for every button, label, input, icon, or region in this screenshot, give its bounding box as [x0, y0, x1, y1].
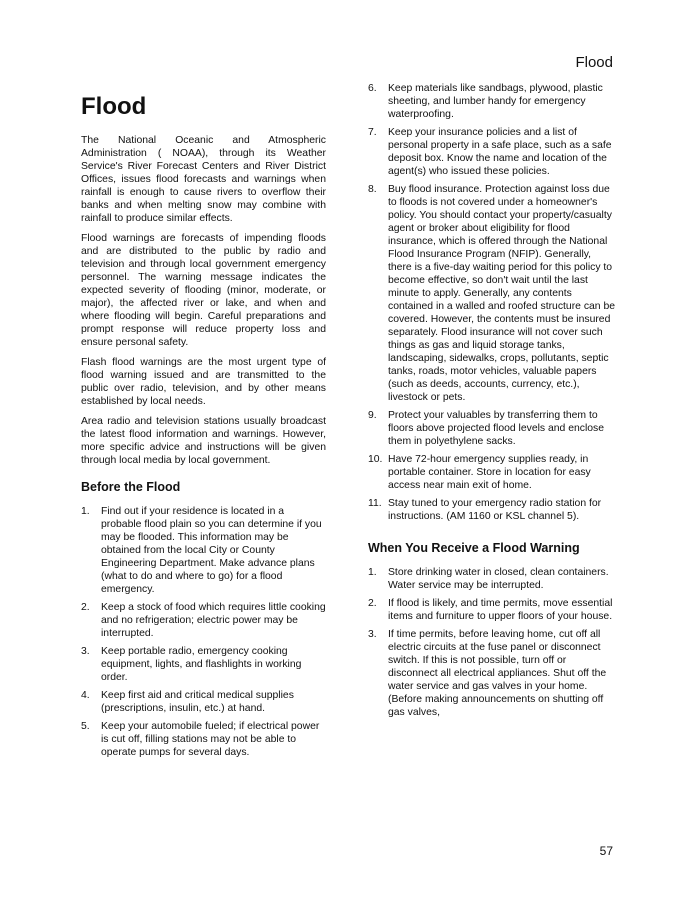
- list-item: [368, 497, 615, 523]
- before-flood-heading: Before the Flood: [81, 480, 181, 494]
- list-item-text: If time permits, before leaving home, cut off all electric circuits at the fuse panel or disconnect switch. If this is not possible, turn off or disconnect all electrical appliances. Shut off the water service and gas valves in your home. (Before making announcements on shutting off gas valves,: [388, 629, 607, 718]
- list-item-number: 10.: [368, 454, 383, 465]
- list-item-text: Have 72-hour emergency supplies ready, in portable container. Store in location for easy access near main exit of home.: [388, 454, 591, 491]
- list-item: [81, 720, 326, 759]
- page-number: 57: [599, 844, 613, 858]
- list-item: [368, 82, 615, 121]
- list-item: [368, 566, 615, 592]
- list-item: [368, 453, 615, 492]
- intro-paragraph: The National Oceanic and Atmospheric Administration ( NOAA), through its Weather Service's River Forecast Centers and River District Offices, issues flood forecasts and warnings when rainfall is enough to cause rivers to overflow their banks and when melting snow may combine with rainfall to produce similar effects.: [81, 135, 326, 224]
- list-item: [81, 601, 326, 640]
- intro-paragraph: Area radio and television stations usually broadcast the latest flood information and warnings. However, more specific advice and instructions will be given through local media by local government.: [81, 416, 326, 466]
- receive-warning-heading: When You Receive a Flood Warning: [368, 541, 580, 555]
- before-flood-list: [81, 505, 326, 759]
- list-item: [81, 645, 326, 684]
- list-item-number: 2.: [368, 598, 377, 609]
- list-item-number: 2.: [81, 602, 90, 613]
- list-item: [368, 409, 615, 448]
- list-item-number: 11.: [368, 498, 382, 509]
- list-item: [368, 628, 615, 719]
- list-item: [81, 689, 326, 715]
- intro-paragraph: Flash flood warnings are the most urgent type of flood warning issued and are transmitted to the public over radio, television, and by other means established by local needs.: [81, 357, 326, 407]
- list-item-text: If flood is likely, and time permits, move essential items and furniture to upper floors of your house.: [388, 598, 613, 622]
- list-item: [368, 183, 615, 404]
- list-item-number: 6.: [368, 83, 377, 94]
- list-item-text: Buy flood insurance. Protection against loss due to floods is not covered under a homeowner's policy. You should contact your property/casualty agent or broker about eligibility for flood insurance, which is offered through the National Flood Insurance Program (NFIP). Generally, there is a five-day waiting period for this policy to become effective, so don't wait until the last minute to apply. Generally, any contents contained in a walled and roofed structure can be covered. However, the contents must be insured separately. Flood insurance will not cover such things as gas and liquid storage tanks, landscaping, sidewalks, crops, pollutants, septic tanks, roads, motor vehicles, valuable papers (such as deeds, accounts, currency, etc.), livestock or pets.: [388, 184, 616, 403]
- receive-warning-list: [368, 566, 615, 719]
- list-item: [81, 505, 326, 596]
- list-item-number: 3.: [81, 646, 90, 657]
- list-item-number: 4.: [81, 690, 90, 701]
- list-item-number: 9.: [368, 410, 377, 421]
- intro-paragraph: Flood warnings are forecasts of impending floods and are distributed to the public by radio and television and through local government emergency personnel. The warning message indicates the expected severity of flooding (minor, moderate, or major), the affected river or lake, and when and where flooding will begin. Careful preparations and prompt response will reduce property loss and ensure personal safety.: [81, 233, 326, 348]
- list-item-number: 8.: [368, 184, 377, 195]
- list-item: [368, 597, 615, 623]
- before-flood-list-continued: [368, 82, 615, 523]
- list-item-text: Keep first aid and critical medical supplies (prescriptions, insulin, etc.) at hand.: [101, 690, 294, 714]
- list-item-number: 7.: [368, 127, 377, 138]
- list-item-text: Store drinking water in closed, clean containers. Water service may be interrupted.: [388, 567, 609, 591]
- list-item: [368, 126, 615, 178]
- list-item-text: Find out if your residence is located in a probable flood plain so you can determine if you may be flooded. This information may be obtained from the local City or County Engineering Department. Make advance plans (what to do and where to go) for a flood emergency.: [101, 506, 322, 595]
- list-item-text: Stay tuned to your emergency radio station for instructions. (AM 1160 or KSL channel 5).: [388, 498, 602, 522]
- list-item-text: Keep portable radio, emergency cooking equipment, lights, and flashlights in working order.: [101, 646, 302, 683]
- list-item-text: Keep your automobile fueled; if electrical power is cut off, filling stations may not be able to operate pumps for several days.: [101, 721, 320, 758]
- list-item-number: 5.: [81, 721, 90, 732]
- list-item-text: Protect your valuables by transferring them to floors above projected flood levels and enclose them in polyethylene sacks.: [388, 410, 605, 447]
- running-header: Flood: [575, 54, 613, 71]
- page-title: Flood: [81, 93, 147, 120]
- list-item-text: Keep materials like sandbags, plywood, plastic sheeting, and lumber handy for emergency waterproofing.: [388, 83, 603, 120]
- list-item-number: 3.: [368, 629, 377, 640]
- list-item-number: 1.: [81, 506, 90, 517]
- list-item-text: Keep your insurance policies and a list of personal property in a safe place, such as a safe deposit box. Know the name and location of the agent(s) who issued these policies.: [388, 127, 612, 177]
- list-item-text: Keep a stock of food which requires little cooking and no refrigeration; electric power may be interrupted.: [101, 602, 326, 639]
- left-column: [81, 92, 326, 764]
- right-column: [368, 82, 615, 724]
- list-item-number: 1.: [368, 567, 377, 578]
